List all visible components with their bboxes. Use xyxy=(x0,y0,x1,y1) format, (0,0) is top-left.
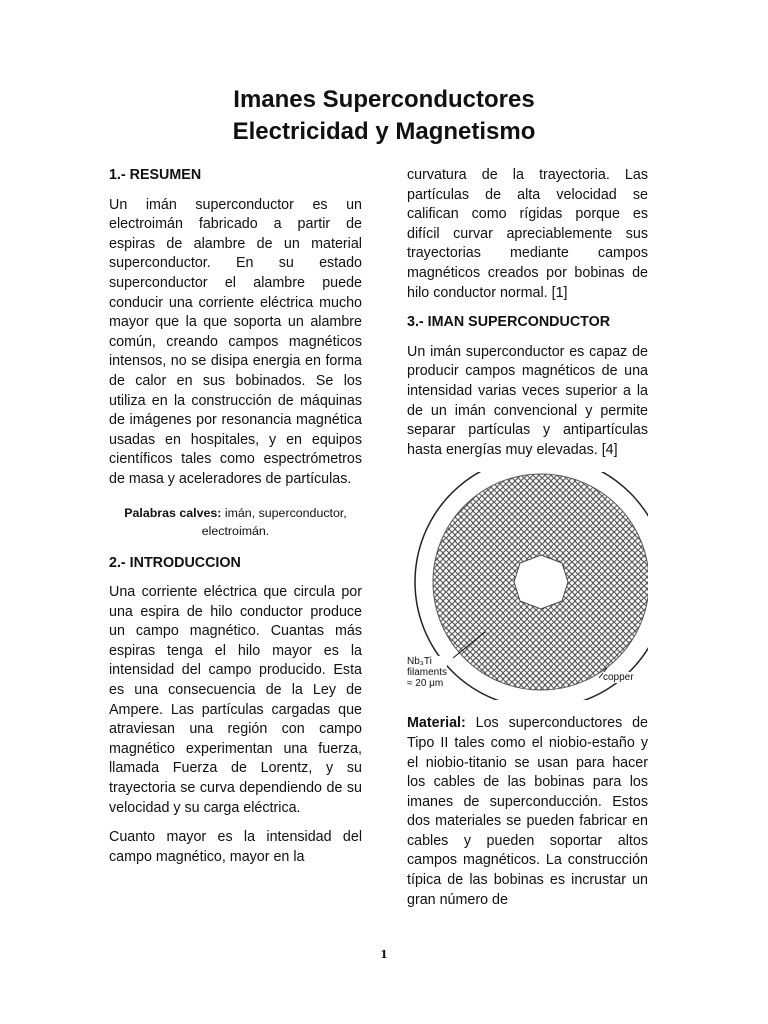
section-3-paragraph: Un imán superconductor es capaz de producir campos magnéticos de una intensidad varias veces superior a la de un imán convencional y permite separar partículas y antipartículas hasta energías muy elevadas. [4] xyxy=(407,343,648,458)
keywords xyxy=(109,504,362,540)
section-2-paragraph-1: Una corriente eléctrica que circula por una espira de hilo conductor produce un campo magnético. Cuantas más espiras tenga el hilo mayor es la intensidad del campo producido. Esta es una consecuencia de la Ley de Ampere. Las partículas cargadas que atraviesan una región con campo magnético experimentan una fuerza, llamada Fuerza de Lorentz, y su trayectoria se curva dependiendo de su velocidad y su carga eléctrica. xyxy=(109,584,362,816)
title-line-1: Imanes Superconductores xyxy=(233,86,535,113)
filaments-label: filaments xyxy=(407,667,448,679)
keywords-text: imán, superconductor, electroimán. xyxy=(201,505,347,538)
copper-core xyxy=(514,555,568,609)
material-paragraph xyxy=(407,714,648,910)
page-number: 1 xyxy=(380,948,388,961)
section-2-heading: 2.- INTRODUCCION xyxy=(109,554,241,571)
copper-label: copper xyxy=(603,672,634,684)
right-column xyxy=(407,166,648,920)
document-title xyxy=(0,84,768,148)
section-2-paragraph-2-start: Cuanto mayor es la intensidad del campo magnético, mayor en la xyxy=(109,829,362,865)
left-column xyxy=(109,166,362,877)
filament-size-label: ≈ 20 μm xyxy=(407,678,444,690)
material-text: Los superconductores de Tipo II tales como el niobio-estaño y el niobio-titanio se usan para hacer los cables de las bobinas para los imanes de superconducción. Estos dos materiales se pueden fabricar en cables y pueden soportar altos campos magnéticos. La construcción típica de las bobinas es incrustar un gran número de xyxy=(407,715,648,908)
section-1-heading: 1.- RESUMEN xyxy=(109,167,202,183)
section-3-heading: 3.- IMAN SUPERCONDUCTOR xyxy=(407,314,611,331)
section-2-paragraph-2-continued: curvatura de la trayectoria. Las partículas de alta velocidad se califican como rígidas porque es difícil curvar apreciablemente sus trayectorias mediante campos magnéticos creados por bobinas de hilo conductor normal. [1] xyxy=(407,167,648,301)
material-label: Material: xyxy=(407,715,466,732)
superconductor-cable-figure xyxy=(407,472,648,700)
keywords-label: Palabras calves: xyxy=(124,505,222,520)
filament-label xyxy=(407,656,447,689)
section-1-paragraph: Un imán superconductor es un electroimán fabricado a partir de espiras de alambre de un material superconductor. En su estado superconductor el alambre puede conducir una corriente eléctrica mucho mayor que la que soporta un alambre común, creando campos magnéticos intensos, no se disipa energia en forma de calor en sus bobinados. Se los utiliza en la construcción de máquinas de imágenes por resonancia magnética usadas en hospitales, y en equipos científicos tales como espectrómetros de masa y aceleradores de partículas. xyxy=(109,196,362,487)
title-line-2: Electricidad y Magnetismo xyxy=(232,118,536,145)
nb3ti-label: Nb₃Ti xyxy=(407,656,432,668)
